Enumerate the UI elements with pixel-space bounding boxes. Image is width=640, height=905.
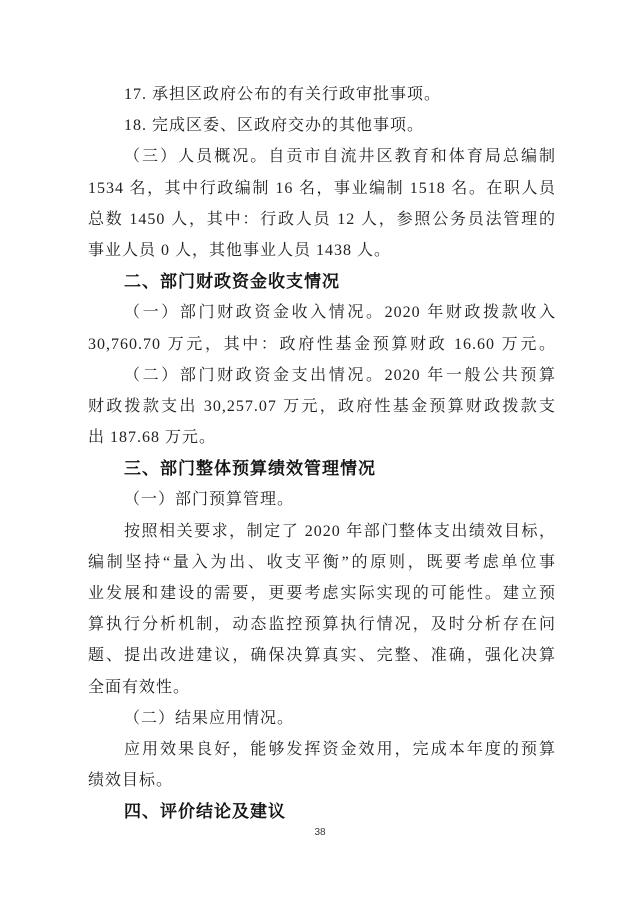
doc-line-budget-mgmt-5: 题、提出改进建议，确保决算真实、完整、准确，强化决算: [88, 647, 556, 665]
doc-line-budget-mgmt-1: 按照相关要求，制定了 2020 年部门整体支出绩效目标，: [124, 522, 556, 540]
doc-line-item-17: 17. 承担区政府公布的有关行政审批事项。: [124, 86, 442, 103]
document-body: [88, 79, 556, 828]
doc-line-expense-2: 财政拨款支出 30,257.07 万元，政府性基金预算财政拨款支: [88, 397, 556, 415]
doc-line-result-2: 绩效目标。: [88, 772, 174, 790]
section-heading-4: 四、评价结论及建议: [124, 802, 286, 822]
page-number: 38: [314, 827, 326, 838]
doc-line-expense-1: （二）部门财政资金支出情况。2020 年一般公共预算: [124, 366, 556, 384]
doc-line-expense-3: 出 187.68 万元。: [88, 429, 217, 447]
doc-line-personnel-1: （三）人员概况。自贡市自流井区教育和体育局总编制: [124, 148, 556, 166]
doc-line-budget-mgmt-6: 全面有效性。: [88, 678, 191, 696]
section-heading-2: 二、部门财政资金收支情况: [124, 272, 340, 292]
doc-line-item-18: 18. 完成区委、区政府交办的其他事项。: [124, 117, 425, 135]
doc-line-income-1: （一）部门财政资金收入情况。2020 年财政拨款收入: [124, 304, 556, 322]
doc-line-budget-mgmt-2: 编制坚持“量入为出、收支平衡”的原则，既要考虑单位事: [88, 553, 556, 571]
section-heading-3: 三、部门整体预算绩效管理情况: [124, 459, 376, 479]
doc-line-budget-mgmt-title: （一）部门预算管理。: [124, 491, 295, 509]
doc-line-budget-mgmt-3: 业发展和建设的需要，更要考虑实际实现的可能性。建立预: [88, 585, 556, 602]
doc-line-result-1: 应用效果良好，能够发挥资金效用，完成本年度的预算: [124, 740, 556, 758]
doc-line-budget-mgmt-4: 算执行分析机制，动态监控预算执行情况，及时分析存在问: [88, 616, 556, 634]
doc-line-result-title: （二）结果应用情况。: [124, 709, 295, 727]
doc-line-personnel-4: 事业人员 0 人，其他事业人员 1438 人。: [88, 241, 392, 259]
doc-line-personnel-2: 1534 名，其中行政编制 16 名，事业编制 1518 名。在职人员: [88, 179, 556, 197]
doc-line-personnel-3: 总数 1450 人，其中：行政人员 12 人，参照公务员法管理的: [88, 210, 556, 228]
doc-line-income-2: 30,760.70 万元，其中：政府性基金预算财政 16.60 万元。: [88, 335, 556, 353]
